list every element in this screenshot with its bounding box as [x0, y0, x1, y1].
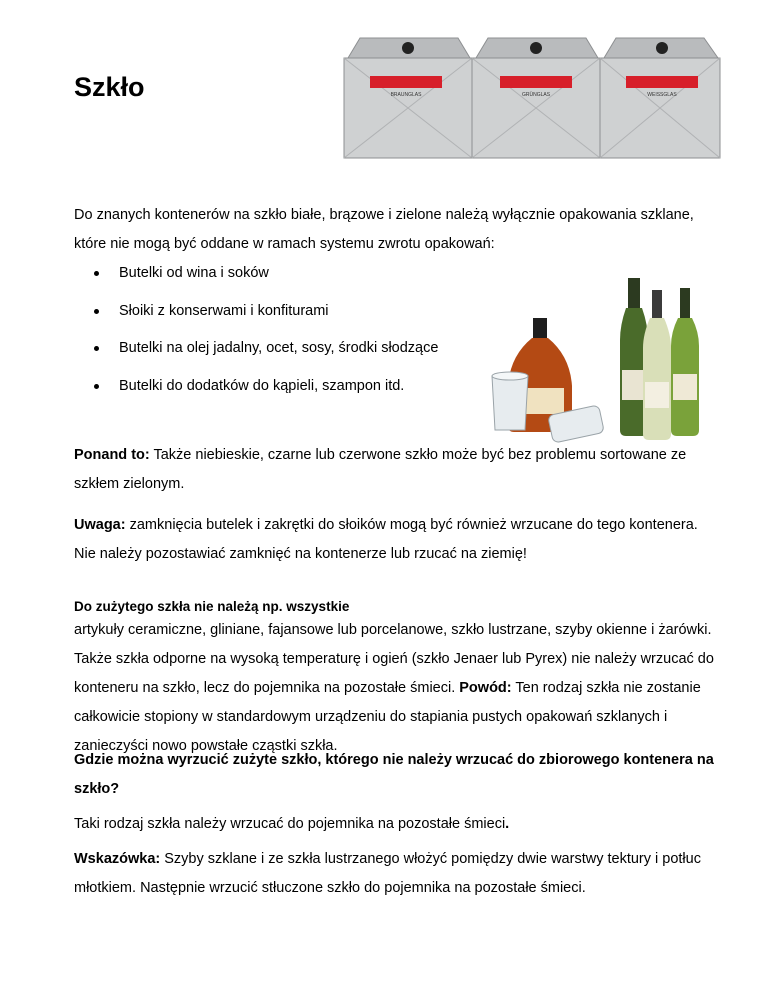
container-1 [344, 38, 472, 158]
list-item: Butelki do dodatków do kąpieli, szampon itd. [74, 372, 438, 410]
answer-paragraph: Taki rodzaj szkła należy wrzucać do pojemnika na pozostałe śmieci. [74, 816, 510, 832]
container-label-2: GRÜNGLAS [521, 92, 551, 98]
glass-cup [492, 372, 528, 430]
container-3 [600, 38, 720, 158]
glass-containers-image [340, 30, 725, 160]
ponadto-paragraph: Ponand to: Także niebieskie, czarne lub czerwone szkło może być bez problemu sortowane ze szkłem zielonym. [74, 447, 687, 492]
bullet-list [74, 259, 438, 409]
container-label-3: WEISSGLAS [647, 92, 677, 98]
uwaga-label: Uwaga: [74, 517, 126, 533]
list-item: Butelki od wina i soków [74, 259, 438, 297]
container-label-1: BRAUNGLAS [390, 92, 422, 98]
uwaga-paragraph: Uwaga: zamknięcia butelek i zakrętki do słoików mogą być również wrzucane do tego kontenera. Nie należy pozostawiać zamknięć na kontenerze lub rzucać na ziemię! [74, 517, 698, 562]
green-bottle-2 [671, 288, 699, 436]
list-item: Słoiki z konserwami i konfiturami [74, 297, 438, 335]
question-heading: Gdzie można wyrzucić zużyte szkło, którego nie należy wrzucać do zbiorowego kontenera na szkło? [74, 752, 714, 797]
tip-paragraph: Wskazówka: Szyby szklane i ze szkła lustrzanego włożyć pomiędzy dwie warstwy tektury i potłuc młotkiem. Następnie wrzucić stłuczone szkło do pojemnika na pozostałe śmieci. [74, 851, 701, 896]
clear-bottle [643, 290, 671, 440]
intro-paragraph: Do znanych kontenerów na szkło białe, brązowe i zielone należą wyłącznie opakowania szklane, które nie mogą być oddane w ramach systemu zwrotu opakowań: [74, 207, 694, 252]
reason-label: Powód: [459, 680, 512, 696]
list-item: Butelki na olej jadalny, ocet, sosy, środki słodzące [74, 334, 438, 372]
page-title: Szkło [74, 72, 145, 102]
container-2 [472, 38, 600, 158]
ponadto-label: Ponand to: [74, 447, 150, 463]
tip-label: Wskazówka: [74, 851, 161, 867]
bottles-image [480, 270, 730, 445]
not-belong-paragraph: artykuły ceramiczne, gliniane, fajansowe lub porcelanowe, szkło lustrzane, szyby okienne i żarówki. Także szkła odporne na wysoką temperaturę i ogień (szkło Jenaer lub Pyrex) nie należy wrzucać do konteneru na szkło, lecz do pojemnika na pozostałe śmieci. Powód: Ten rodzaj szkła nie zostanie całkowicie stopiony w standardowym urządzeniu do stapiania pustych opakowań szklanych i zanieczyści nowo powstałe cząstki szkła. [74, 622, 714, 754]
not-belong-heading: Do zużytego szkła nie należą np. wszystkie [74, 599, 350, 614]
